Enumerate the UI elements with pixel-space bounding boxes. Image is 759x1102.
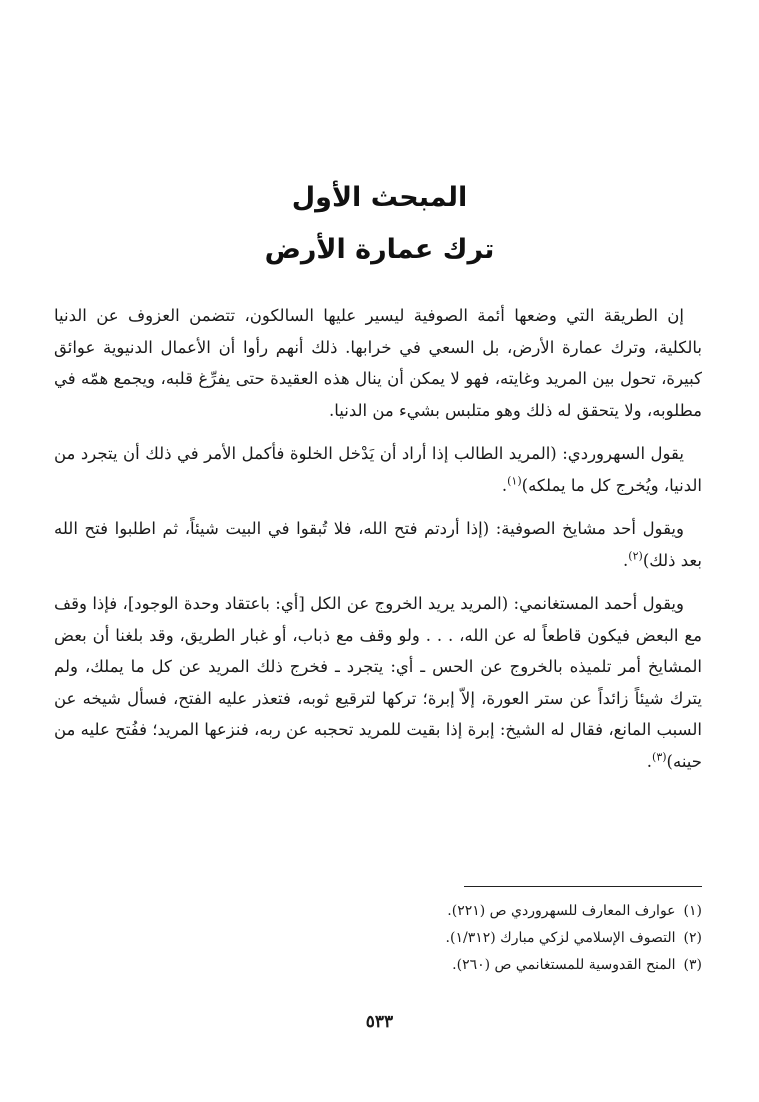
paragraph xyxy=(54,300,702,426)
footnote-divider xyxy=(464,886,702,887)
footnote-item xyxy=(54,898,702,925)
footnote-number: (٣) xyxy=(683,957,702,973)
body-text xyxy=(54,300,702,789)
footnotes xyxy=(54,898,702,979)
paragraph-text: ويقول أحد مشايخ الصوفية: (إذا أردتم فتح الله، فلا تُبقوا في البيت شيئاً، ثم اطلبوا فتح الله بعد ذلك) xyxy=(54,519,702,570)
page-number: ٥٣٣ xyxy=(365,1012,394,1032)
section-title: المبحث الأول xyxy=(291,182,468,213)
footnote-number: (١) xyxy=(683,903,702,919)
footnote-text: عوارف المعارف للسهروردي ص (٢٢١). xyxy=(447,903,676,919)
chapter-heading xyxy=(0,172,759,276)
footnote-ref: (١) xyxy=(507,474,522,487)
footnote-item xyxy=(54,925,702,952)
footnote-item xyxy=(54,952,702,979)
paragraph-text: يقول السهروردي: (المريد الطالب إذا أراد أن يَدْخل الخلوة فأكمل الأمر في ذلك أن يتجرد من الدنيا، ويُخرج كل ما يملكه) xyxy=(54,444,702,495)
footnote-text: التصوف الإسلامي لزكي مبارك (١/٣١٢). xyxy=(445,930,676,946)
paragraph-text: إن الطريقة التي وضعها أئمة الصوفية ليسير عليها السالكون، تتضمن العزوف عن الدنيا بالكلية، وترك عمارة الأرض، بل السعي في خرابها. ذلك أنهم رأوا أن الأعمال الدنيوية عوائق كبيرة، تحول بين المريد وغايته، فهو لا يمكن أن ينال هذه العقيدة حتى يفرِّغ قلبه، ويجمع همّه في مطلوبه، ولا يتحقق له ذلك وهو متلبس بشيء من الدنيا. xyxy=(54,306,702,420)
paragraph: يقول السهروردي: (المريد الطالب إذا أراد أن يَدْخل الخلوة فأكمل الأمر في ذلك أن يتجرد من الدنيا، ويُخرج كل ما يملكه)$^{(١)}$. xyxy=(54,444,702,495)
footnote-text: المنح القدوسية للمستغانمي ص (٢٦٠). xyxy=(452,957,676,973)
footnote-ref: (٣) xyxy=(652,750,667,763)
paragraph-text: ويقول أحمد المستغانمي: (المريد يريد الخروج عن الكل [أي: باعتقاد وحدة الوجود]، فإذا وقف مع البعض فيكون قاطعاً له عن الله، . . . ولو وقف مع ذباب، أو غبار الطريق، وقد بلغنا أن بعض المشايخ أمر تلميذه بالخروج عن الحس ـ أي: يتجرد ـ فخرج ذلك المريد عن كل ما يملك، ولم يترك شيئاً زائداً عن ستر العورة، إلاّ إبرة؛ تركها لترقيع ثوبه، فتعذر عليه الفتح، فسأل شيخه عن السبب المانع، فقال له الشيخ: إبرة إذا بقيت للمريد تحجبه عن ربه، فنزعها المريد؛ ففُتح عليه من حينه) xyxy=(54,594,702,771)
footnote-ref: (٢) xyxy=(628,549,643,562)
paragraph: ويقول أحمد المستغانمي: (المريد يريد الخروج عن الكل [أي: باعتقاد وحدة الوجود]، فإذا وقف مع البعض فيكون قاطعاً له عن الله، . . . ولو وقف مع ذباب، أو غبار الطريق، وقد بلغنا أن بعض المشايخ أمر تلميذه بالخروج عن الحس ـ أي: يتجرد ـ فخرج ذلك المريد عن كل ما يملك، ولم يترك شيئاً زائداً عن ستر العورة، إلاّ إبرة؛ تركها لترقيع ثوبه، فتعذر عليه الفتح، فسأل شيخه عن السبب المانع، فقال له الشيخ: إبرة إذا بقيت للمريد تحجبه عن ربه، فنزعها المريد؛ ففُتح عليه من حينه)$^{(٣)}$. xyxy=(54,594,702,771)
chapter-title: ترك عمارة الأرض xyxy=(264,234,495,265)
paragraph: ويقول أحد مشايخ الصوفية: (إذا أردتم فتح الله، فلا تُبقوا في البيت شيئاً، ثم اطلبوا فتح الله بعد ذلك)$^{(٢)}$. xyxy=(54,519,702,570)
footnote-number: (٢) xyxy=(683,930,702,946)
